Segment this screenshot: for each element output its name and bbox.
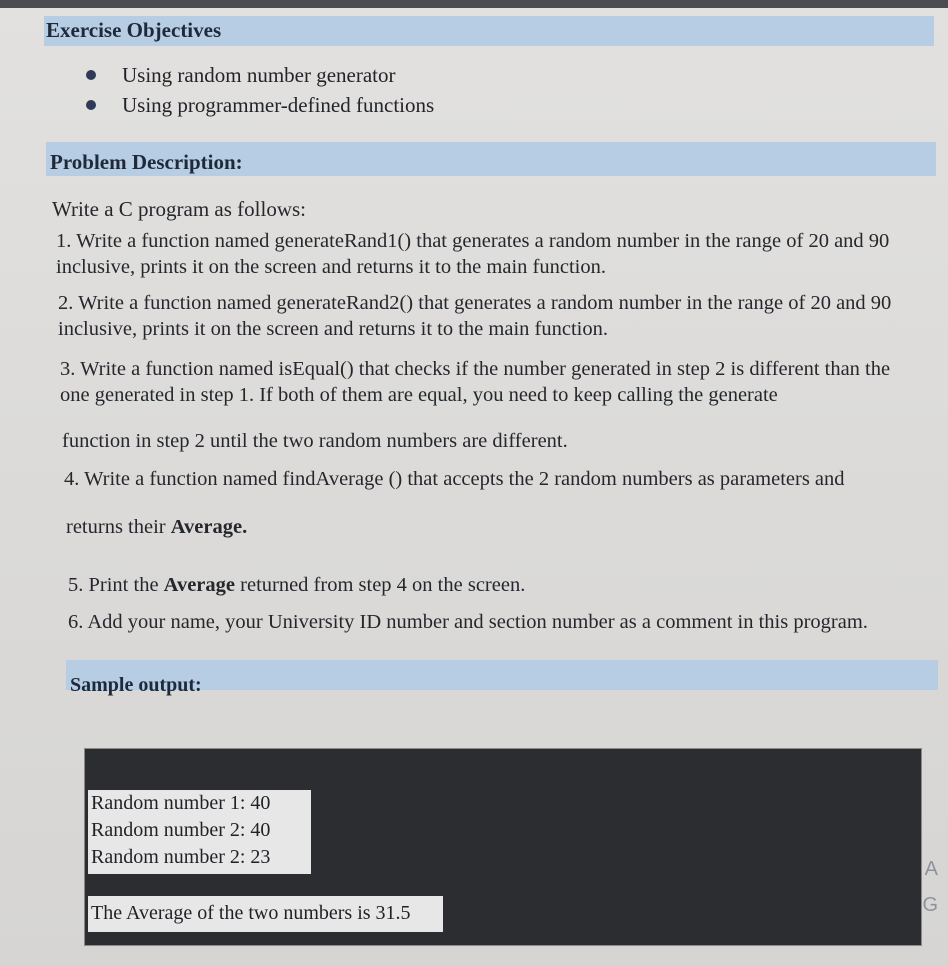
objective-text: Using programmer-defined functions	[122, 92, 435, 117]
step-3-line-b: function in step 2 until the two random numbers are different.	[62, 430, 568, 452]
step-5-text-pre: 5. Print the	[68, 574, 164, 596]
step-3-line-a: 3. Write a function named isEqual() that checks if the number generated in step 2 is different than the one generated in step 1. If both of them are equal, you need to keep calling the generate	[60, 358, 891, 406]
top-edge-bar	[0, 0, 948, 8]
step-1: 1. Write a function named generateRand1() that generates a random number in the range of 20 and 90 inclusive, prints it on the screen and returns it to the main function.	[56, 230, 890, 278]
step-4-text: returns their	[66, 516, 171, 538]
sample-title: Sample output:	[70, 674, 202, 696]
step-4-bold: Average.	[170, 516, 248, 538]
objectives-list	[86, 60, 434, 120]
step-5-text-post: returned from step 4 on the screen.	[235, 574, 526, 596]
step-4-line-b	[66, 514, 247, 540]
console-line: Random number 1: 40	[91, 792, 271, 814]
console-line: Random number 2: 23	[91, 846, 271, 868]
console-result-line: The Average of the two numbers is 31.5	[88, 896, 443, 932]
step-5-bold: Average	[163, 574, 236, 596]
bullet-icon	[86, 70, 96, 80]
console-line: Random number 2: 40	[91, 819, 271, 841]
step-5	[68, 572, 525, 598]
step-2: 2. Write a function named generateRand2() that generates a random number in the range of 20 and 90 inclusive, prints it on the screen and returns it to the main function.	[58, 292, 892, 340]
objective-text: Using random number generator	[122, 62, 396, 87]
step-6: 6. Add your name, your University ID number and section number as a comment in this program.	[68, 611, 868, 633]
console-output-lines	[88, 790, 311, 874]
edge-glyph-a: A	[924, 858, 938, 880]
bullet-icon	[86, 100, 96, 110]
objectives-title: Exercise Objectives	[46, 18, 222, 42]
list-item	[86, 90, 434, 120]
step-4-line-a: 4. Write a function named findAverage () that accepts the 2 random numbers as parameters and	[64, 468, 845, 490]
problem-title: Problem Description:	[50, 150, 243, 174]
problem-intro: Write a C program as follows:	[52, 197, 307, 221]
document-page	[0, 8, 948, 966]
list-item	[86, 60, 434, 90]
edge-glyph-b: G	[922, 894, 938, 916]
